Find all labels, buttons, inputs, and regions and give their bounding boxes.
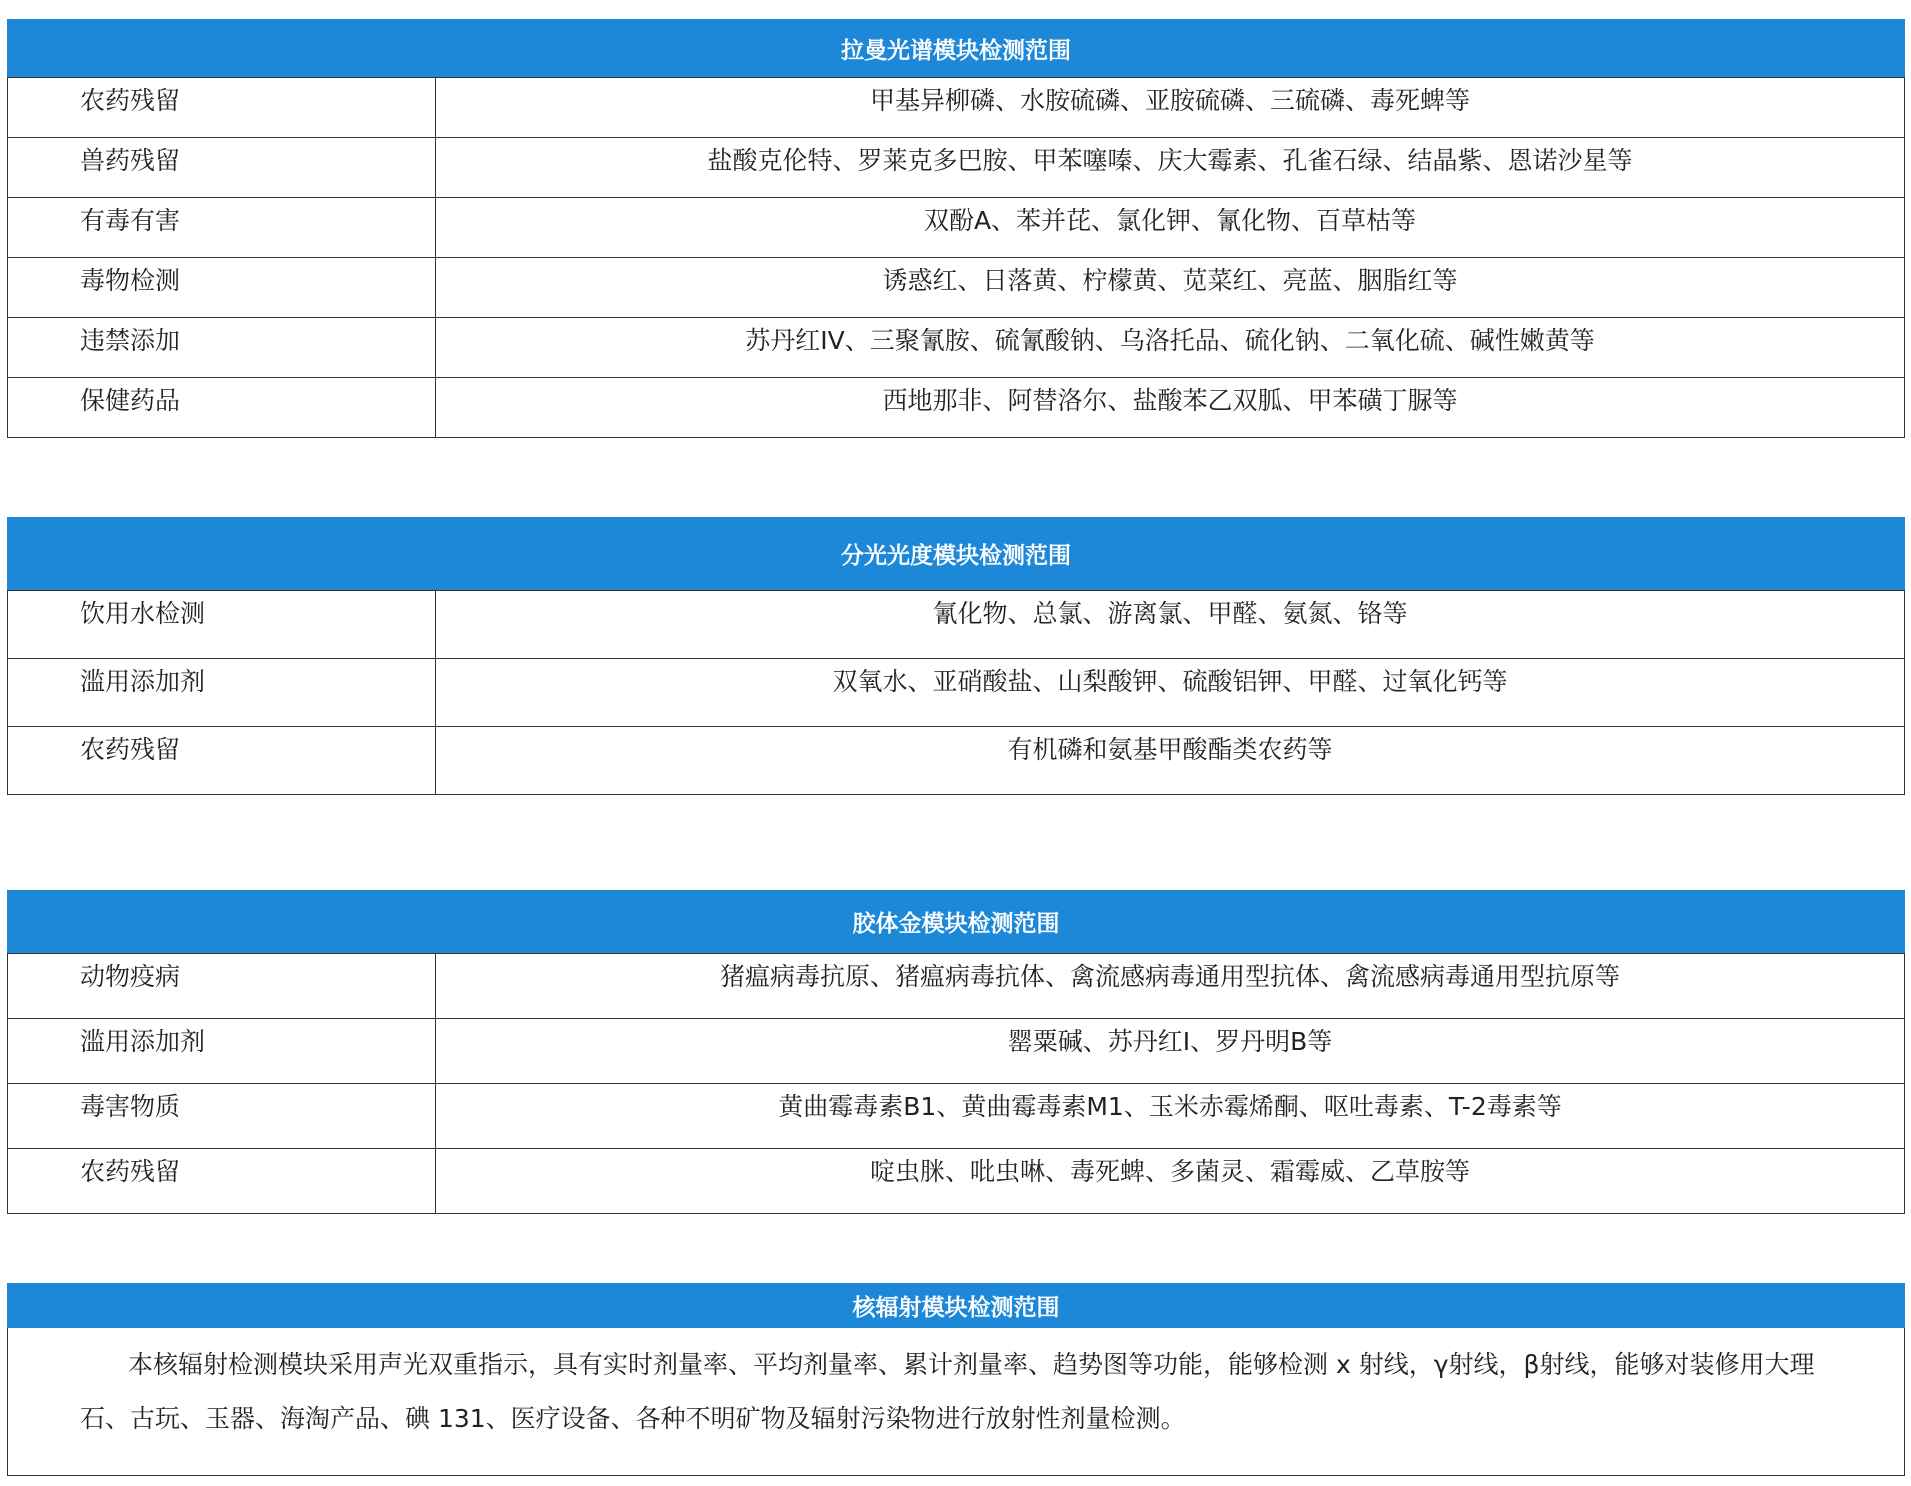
items-cell: 猪瘟病毒抗原、猪瘟病毒抗体、禽流感病毒通用型抗体、禽流感病毒通用型抗原等 — [436, 954, 1905, 1019]
table-row — [8, 198, 1905, 258]
raman-scope-table — [7, 77, 1905, 438]
table-row — [8, 318, 1905, 378]
category-cell: 饮用水检测 — [8, 591, 436, 659]
colloidal-gold-scope-table — [7, 953, 1905, 1214]
table-row — [8, 1149, 1905, 1214]
items-cell: 有机磷和氨基甲酸酯类农药等 — [436, 727, 1905, 795]
items-cell: 甲基异柳磷、水胺硫磷、亚胺硫磷、三硫磷、毒死蜱等 — [436, 78, 1905, 138]
table-row — [8, 378, 1905, 438]
raman-section — [7, 19, 1905, 438]
spectrophotometry-section — [7, 517, 1905, 795]
items-cell: 啶虫脒、吡虫啉、毒死蜱、多菌灵、霜霉威、乙草胺等 — [436, 1149, 1905, 1214]
items-cell: 罂粟碱、苏丹红I、罗丹明B等 — [436, 1019, 1905, 1084]
items-cell: 双酚A、苯并芘、氯化钾、氰化物、百草枯等 — [436, 198, 1905, 258]
colloidal-gold-section-title: 胶体金模块检测范围 — [7, 890, 1905, 953]
category-cell: 农药残留 — [8, 727, 436, 795]
category-cell: 违禁添加 — [8, 318, 436, 378]
category-cell: 滥用添加剂 — [8, 659, 436, 727]
items-cell: 西地那非、阿替洛尔、盐酸苯乙双胍、甲苯磺丁脲等 — [436, 378, 1905, 438]
nuclear-radiation-section — [7, 1283, 1905, 1476]
category-cell: 保健药品 — [8, 378, 436, 438]
items-cell: 苏丹红IV、三聚氰胺、硫氰酸钠、乌洛托品、硫化钠、二氧化硫、碱性嫩黄等 — [436, 318, 1905, 378]
table-row — [8, 954, 1905, 1019]
category-cell: 农药残留 — [8, 78, 436, 138]
spectrophotometry-scope-table — [7, 590, 1905, 795]
table-row — [8, 591, 1905, 659]
table-row — [8, 78, 1905, 138]
table-row — [8, 727, 1905, 795]
category-cell: 有毒有害 — [8, 198, 436, 258]
category-cell: 兽药残留 — [8, 138, 436, 198]
table-row — [8, 258, 1905, 318]
category-cell: 动物疫病 — [8, 954, 436, 1019]
category-cell: 毒物检测 — [8, 258, 436, 318]
table-row — [8, 1084, 1905, 1149]
category-cell: 毒害物质 — [8, 1084, 436, 1149]
nuclear-radiation-section-title: 核辐射模块检测范围 — [7, 1283, 1905, 1328]
raman-section-title: 拉曼光谱模块检测范围 — [7, 19, 1905, 77]
spectrophotometry-section-title: 分光光度模块检测范围 — [7, 517, 1905, 590]
table-row — [8, 659, 1905, 727]
category-cell: 滥用添加剂 — [8, 1019, 436, 1084]
table-row — [8, 138, 1905, 198]
items-cell: 黄曲霉毒素B1、黄曲霉毒素M1、玉米赤霉烯酮、呕吐毒素、T-2毒素等 — [436, 1084, 1905, 1149]
items-cell: 双氧水、亚硝酸盐、山梨酸钾、硫酸铝钾、甲醛、过氧化钙等 — [436, 659, 1905, 727]
colloidal-gold-section — [7, 890, 1905, 1214]
items-cell: 氰化物、总氯、游离氯、甲醛、氨氮、铬等 — [436, 591, 1905, 659]
items-cell: 盐酸克伦特、罗莱克多巴胺、甲苯噻嗪、庆大霉素、孔雀石绿、结晶紫、恩诺沙星等 — [436, 138, 1905, 198]
category-cell: 农药残留 — [8, 1149, 436, 1214]
items-cell: 诱惑红、日落黄、柠檬黄、苋菜红、亮蓝、胭脂红等 — [436, 258, 1905, 318]
nuclear-radiation-description: 本核辐射检测模块采用声光双重指示，具有实时剂量率、平均剂量率、累计剂量率、趋势图等功能，能够检测 x 射线，γ射线，β射线，能够对装修用大理石、古玩、玉器、海淘产品、碘 131、医疗设备、各种不明矿物及辐射污染物进行放射性剂量检测。 — [7, 1328, 1905, 1476]
table-row — [8, 1019, 1905, 1084]
